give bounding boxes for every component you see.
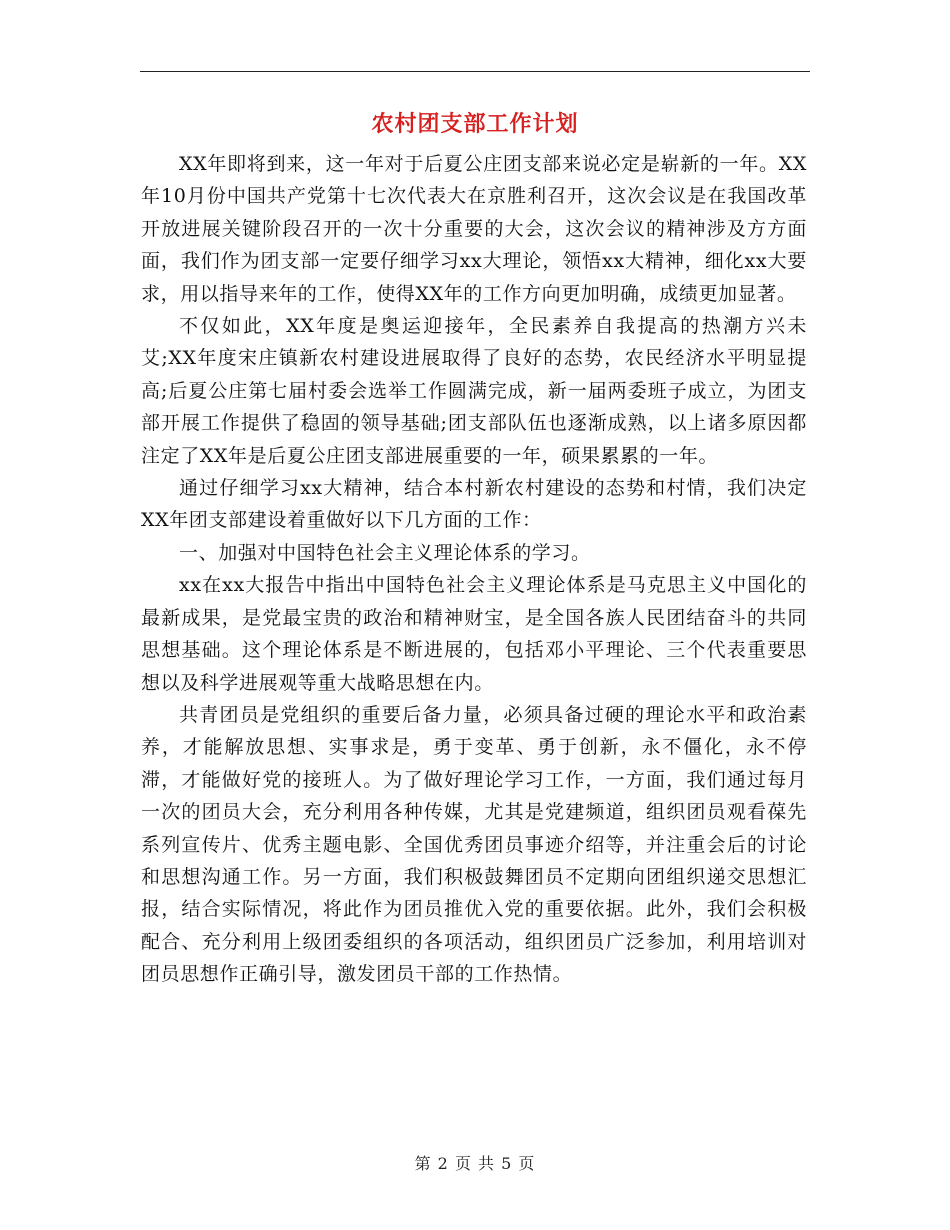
paragraph-league-members: 共青团员是党组织的重要后备力量，必须具备过硬的理论水平和政治素养，才能解放思想、实事求是，勇于变革、勇于创新，永不僵化，永不停滞，才能做好党的接班人。为了做好理论学习工作，一方面，我们通过每月一次的团员大会，充分利用各种传媒，尤其是党建频道，组织团员观看葆先系列宣传片、优秀主题电影、全国优秀团员事迹介绍等，并注重会后的讨论和思想沟通工作。另一方面，我们积极鼓舞团员不定期向团组织递交思想汇报，结合实际情况，将此作为团员推优入党的重要依据。此外，我们会积极配合、充分利用上级团委组织的各项活动，组织团员广泛参加，利用培训对团员思想作正确引导，激发团员干部的工作热情。 <box>141 703 807 986</box>
section-heading-1: 一、加强对中国特色社会主义理论体系的学习。 <box>179 541 591 564</box>
document-title: 农村团支部工作计划 <box>371 111 579 137</box>
paragraph-plan-summary: 通过仔细学习xx大精神，结合本村新农村建设的态势和村情，我们决定XX年团支部建设着重做好以下几方面的工作： <box>141 477 807 532</box>
page-number-footer: 第 2 页 共 5 页 <box>414 1154 536 1173</box>
paragraph-theory: xx在xx大报告中指出中国特色社会主义理论体系是马克思主义中国化的最新成果，是党最宝贵的政治和精神财宝，是全国各族人民团结奋斗的共同思想基础。这个理论体系是不断进展的，包括邓小平理论、三个代表重要思想以及科学进展观等重大战略思想在内。 <box>141 574 807 694</box>
paragraph-intro: XX年即将到来，这一年对于后夏公庄团支部来说必定是崭新的一年。XX年10月份中国共产党第十七次代表大在京胜利召开，这次会议是在我国改革开放进展关键阶段召开的一次十分重要的大会，这次会议的精神涉及方方面面，我们作为团支部一定要仔细学习xx大理论，领悟xx大精神，细化xx大要求，用以指导来年的工作，使得XX年的工作方向更加明确，成绩更加显著。 <box>141 153 807 305</box>
paragraph-context: 不仅如此，XX年度是奥运迎接年，全民素养自我提高的热潮方兴未艾;XX年度宋庄镇新农村建设进展取得了良好的态势，农民经济水平明显提高;后夏公庄第七届村委会选举工作圆满完成，新一届两委班子成立，为团支部开展工作提供了稳固的领导基础;团支部队伍也逐渐成熟，以上诸多原因都注定了XX年是后夏公庄团支部进展重要的一年，硕果累累的一年。 <box>141 315 807 467</box>
header-rule <box>140 71 810 72</box>
document-body <box>141 148 807 991</box>
